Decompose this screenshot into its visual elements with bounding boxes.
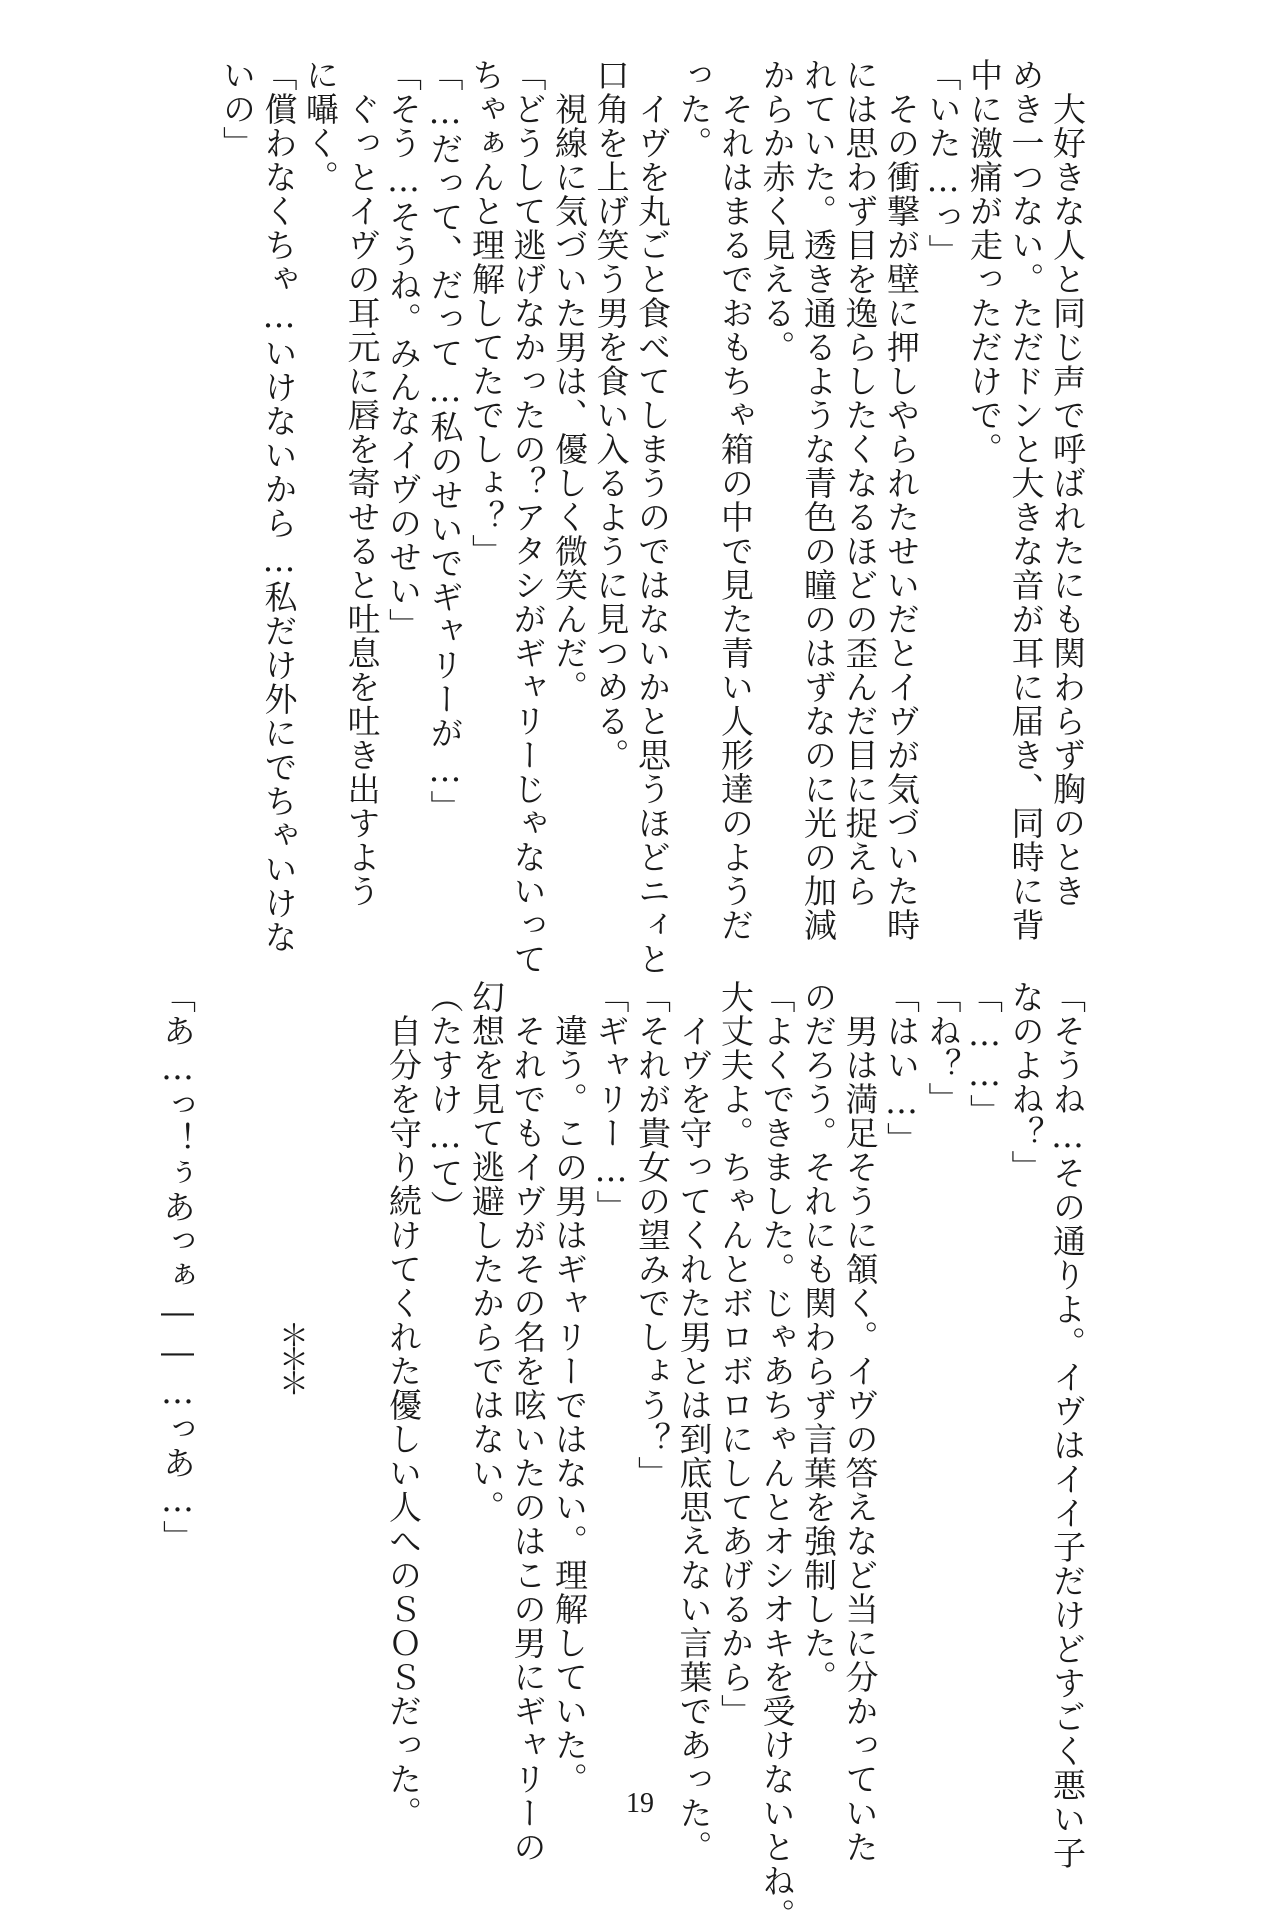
text-column: 「ギャリー…」 xyxy=(591,980,631,1224)
text-column: めき一つない。ただドンと大きな音が耳に届き、同時に背 xyxy=(1006,58,1046,942)
text-column: 「はい…」 xyxy=(882,980,921,1156)
text-column: 「そうね…その通りよ。イヴはイイ子だけどすごく悪い子 xyxy=(1048,980,1087,1870)
text-column: イヴを守ってくれた男とは到底思えない言葉であった。 xyxy=(674,980,714,1864)
text-column: その衝撃が壁に押しやられたせいだとイヴが気づいた時 xyxy=(882,58,921,942)
text-column: 男は満足そうに頷く。イヴの答えなど当に分かっていた xyxy=(840,980,880,1864)
text-column: それはまるでおもちゃ箱の中で見た青い人形達のようだ xyxy=(716,58,755,942)
text-column: それでもイヴがその名を呟いたのはこの男にギャリーの xyxy=(508,980,548,1864)
text-column: 幻想を見て逃避したからではない。 xyxy=(467,980,506,1524)
text-column: 違う。この男はギャリーではない。理解していた。 xyxy=(550,980,589,1796)
text-column: 自分を守り続けてくれた優しい人へのＳＯＳだった。 xyxy=(384,980,423,1830)
text-column: 「いた…っ」 xyxy=(923,58,963,268)
text-column: イヴを丸ごと食べてしまうのではないかと思うほどニィと xyxy=(633,58,672,976)
text-column: からか赤く見える。 xyxy=(757,58,797,364)
text-column: れていた。透き通るような青色の瞳のはずなのに光の加減 xyxy=(799,58,838,942)
text-column: 「償わなくちゃ…いけないから…私だけ外にでちゃいけな xyxy=(259,58,299,954)
text-column: 大丈夫よ。ちゃんとボロボロにしてあげるから」 xyxy=(716,980,755,1728)
text-column-final: 「あ…っ！ぅあっぁ――…っあ…」 xyxy=(158,980,197,1554)
text-column: 大好きな人と同じ声で呼ばれたにも関わらず胸のとき xyxy=(1048,58,1087,908)
text-column: 「…だって、だって…私のせいでギャリーが…」 xyxy=(425,58,465,824)
text-column: 中に激痛が走っただけで。 xyxy=(965,58,1004,466)
text-column: なのよね？」 xyxy=(1006,980,1046,1184)
text-column: のだろう。それにも関わらず言葉を強制した。 xyxy=(799,980,838,1694)
text-column: 「どうして逃げなかったの？アタシがギャリーじゃないって xyxy=(508,58,548,976)
text-column: 視線に気づいた男は、優しく微笑んだ。 xyxy=(550,58,589,704)
text-column: 「よくできました。じゃあちゃんとオシオキを受けないとね。 xyxy=(757,980,797,1932)
text-column: 口角を上げ笑う男を食い入るように見つめる。 xyxy=(591,58,631,772)
upper-text-block xyxy=(128,58,1088,978)
text-column: った。 xyxy=(674,58,714,160)
text-column: に囁く。 xyxy=(301,58,340,194)
text-column: 「……」 xyxy=(965,980,1004,1128)
page-number: 19 xyxy=(626,1788,654,1819)
text-column: 「そう…そうね。みんなイヴのせい」 xyxy=(384,58,423,642)
text-column: 「それが貴女の望みでしょう？」 xyxy=(633,980,672,1490)
text-column: 「ね？」 xyxy=(923,980,963,1116)
text-column: いの」 xyxy=(218,58,257,160)
text-column: ちゃぁんと理解してたでしょ？」 xyxy=(467,58,506,568)
text-column: （たすけ…て） xyxy=(425,980,465,1224)
scene-break: ＊＊＊ xyxy=(273,1320,308,1392)
text-column: には思わず目を逸らしたくなるほどの歪んだ目に捉えら xyxy=(840,58,880,908)
text-column: ぐっとイヴの耳元に唇を寄せると吐息を吐き出すよう xyxy=(342,58,382,908)
